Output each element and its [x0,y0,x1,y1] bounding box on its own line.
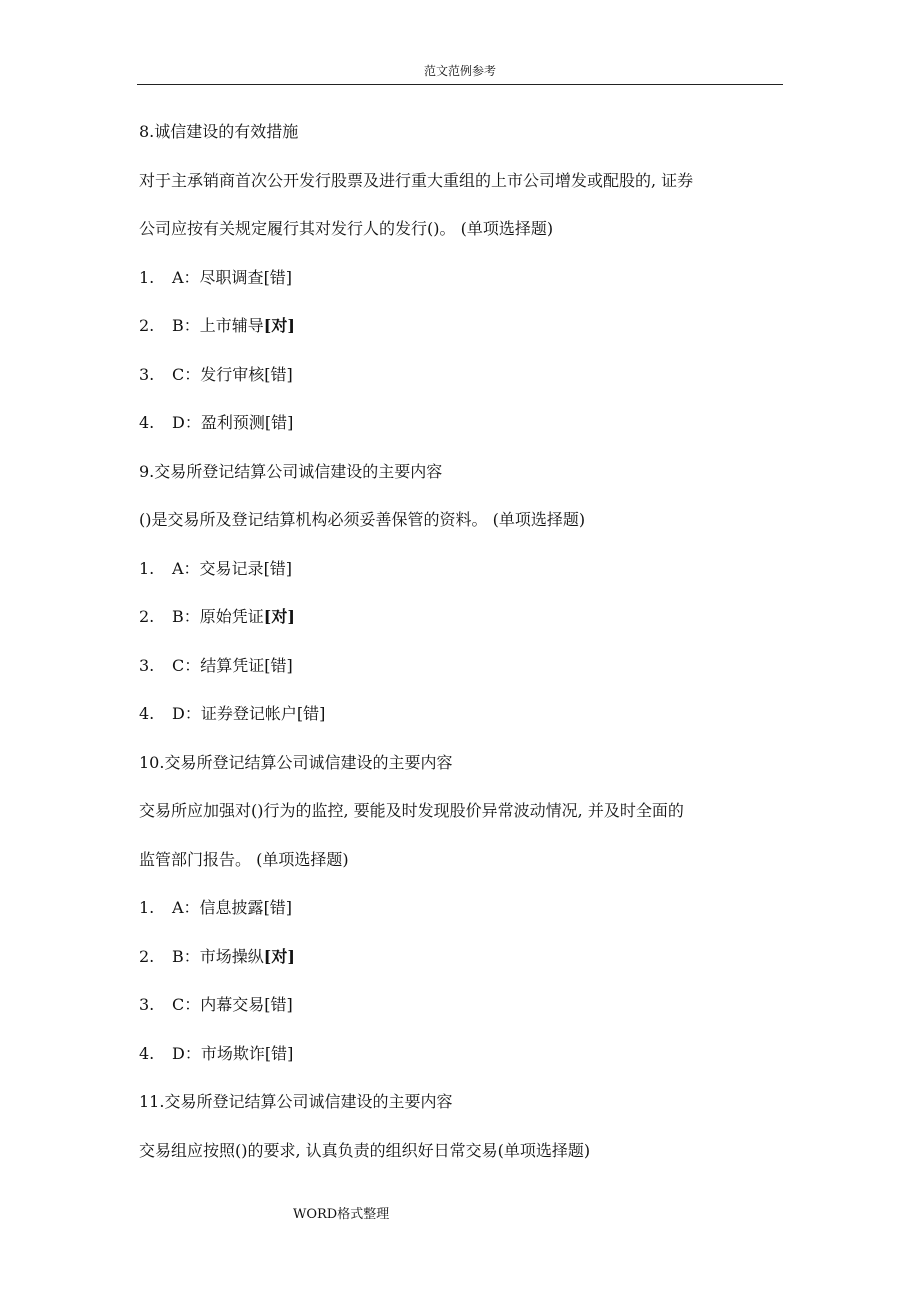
option-number: 2. [139,316,155,335]
question-stem-line: ()是交易所及登记结算机构必须妥善保管的资料。 (单项选择题) [139,510,586,529]
option-mark-wrong: [错] [264,364,293,384]
option-mark-correct: [对] [263,607,295,626]
option-number: 4. [139,1043,155,1063]
option-item [139,552,799,601]
option-item [139,309,799,358]
question-heading: 11.交易所登记结算公司诚信建设的主要内容 [139,1092,453,1111]
option-item [139,988,799,1037]
option-item [139,697,799,746]
option-mark-wrong: [错] [264,995,293,1014]
option-mark-wrong: [错] [264,1043,294,1063]
option-text: C：结算凭证 [172,655,265,675]
option-text: B：原始凭证 [172,607,264,626]
option-mark-correct: [对] [263,946,295,966]
option-text: B：市场操纵 [172,946,264,966]
page-footer: WORD格式整理 [293,1207,390,1222]
question-10 [139,746,799,1086]
option-number: 2. [139,946,155,966]
option-mark-wrong: [错] [263,898,293,917]
option-mark-wrong: [错] [263,558,293,578]
question-11 [139,1085,799,1182]
option-text: A：尽职调查 [172,267,264,287]
option-text: D：证券登记帐户 [172,704,297,723]
option-mark-wrong: [错] [263,267,293,287]
option-number: 4. [139,704,155,723]
option-number: 2. [139,607,155,626]
question-stem-line: 交易组应按照()的要求, 认真负责的组织好日常交易(单项选择题) [139,1140,591,1160]
option-number: 3. [139,364,155,384]
option-item [139,891,799,940]
option-mark-wrong: [错] [296,704,326,723]
option-text: B：上市辅导 [172,316,264,335]
option-item [139,940,799,989]
option-number: 1. [139,267,155,287]
option-text: A：交易记录 [172,558,264,578]
option-number: 1. [139,898,155,917]
option-number: 4. [139,413,155,432]
option-number: 3. [139,655,155,675]
option-item [139,358,799,407]
option-mark-correct: [对] [263,316,295,335]
question-8 [139,115,799,455]
option-number: 3. [139,995,155,1014]
option-item [139,600,799,649]
option-text: D：市场欺诈 [172,1043,265,1063]
page-header: 范文范例参考 [423,64,496,78]
option-item [139,649,799,698]
option-text: C：发行审核 [172,364,265,384]
question-heading: 9.交易所登记结算公司诚信建设的主要内容 [139,461,443,481]
option-number: 1. [139,558,155,578]
option-mark-wrong: [错] [264,413,294,432]
question-stem-line: 对于主承销商首次公开发行股票及进行重大重组的上市公司增发或配股的, 证券 [139,170,694,190]
option-item [139,261,799,310]
option-mark-wrong: [错] [264,655,293,675]
option-text: D：盈利预测 [172,413,265,432]
question-stem-line: 公司应按有关规定履行其对发行人的发行()。 (单项选择题) [139,219,554,238]
option-item [139,1037,799,1086]
question-heading: 10.交易所登记结算公司诚信建设的主要内容 [139,752,453,772]
question-9 [139,455,799,746]
document-body [139,115,799,1182]
question-stem-line: 监管部门报告。 (单项选择题) [139,849,349,869]
header-divider [137,84,783,85]
option-text: C：内幕交易 [172,995,265,1014]
option-text: A：信息披露 [172,898,264,917]
question-stem-line: 交易所应加强对()行为的监控, 要能及时发现股价异常波动情况, 并及时全面的 [139,801,684,820]
option-item [139,406,799,455]
question-heading: 8.诚信建设的有效措施 [139,122,299,141]
